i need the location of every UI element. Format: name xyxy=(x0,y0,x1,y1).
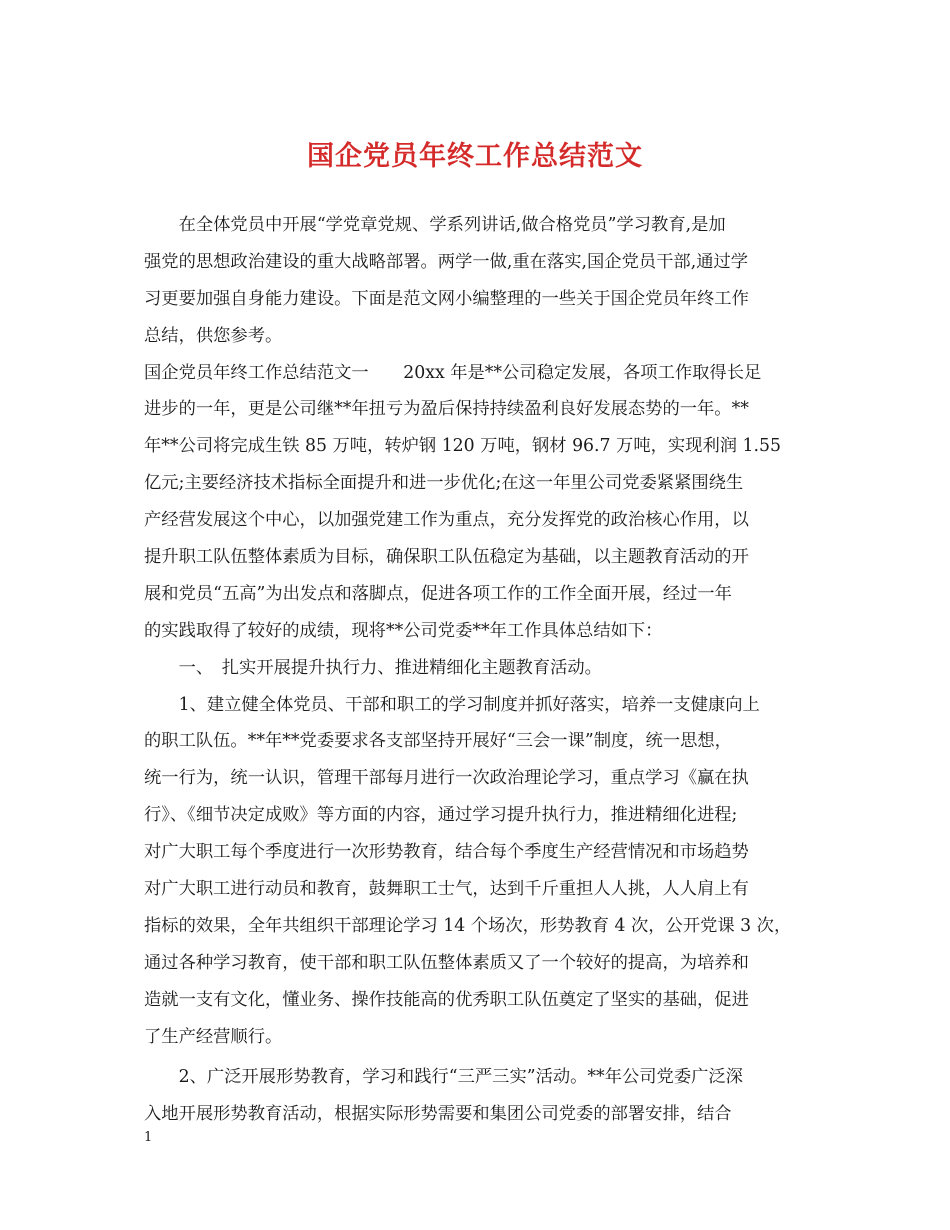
body-line: 造就一支有文化，懂业务、操作技能高的优秀职工队伍奠定了坚实的基础，促进 xyxy=(144,989,749,1010)
document-title: 国企党员年终工作总结范文 xyxy=(307,141,643,172)
body-line: 了生产经营顺行。 xyxy=(144,1026,283,1047)
body-line: 指标的效果，全年共组织干部理论学习 14 个场次，形势教育 4 次，公开党课 3 次， xyxy=(144,915,792,936)
document-body xyxy=(144,207,806,1133)
page-number: 1 xyxy=(144,1130,153,1145)
body-line: 在全体党员中开展“学党章党规、学系列讲话,做合格党员”学习教育,是加 xyxy=(144,215,726,235)
body-line: 入地开展形势教育活动，根据实际形势需要和集团公司党委的部署安排，结合 xyxy=(144,1104,732,1125)
body-line: 展和党员“五高”为出发点和落脚点，促进各项工作的工作全面开展，经过一年 xyxy=(144,583,732,604)
body-line: 产经营发展这个中心，以加强党建工作为重点，充分发挥党的政治核心作用，以 xyxy=(144,510,749,531)
body-line: 对广大职工进行动员和教育，鼓舞职工士气，达到千斤重担人人挑，人人肩上有 xyxy=(144,879,749,900)
body-line: 提升职工队伍整体素质为目标，确保职工队伍稳定为基础，以主题教育活动的开 xyxy=(144,547,749,568)
body-line: 年**公司将完成生铁 85 万吨，转炉钢 120 万吨，钢材 96.7 万吨，实现利润 1.55 xyxy=(144,436,781,457)
body-line: 的职工队伍。**年**党委要求各支部坚持开展好“三会一课”制度，统一思想， xyxy=(144,731,732,752)
body-line: 的实践取得了较好的成绩，现将**公司党委**年工作具体总结如下： xyxy=(144,620,663,641)
body-line: 统一行为，统一认识，管理干部每月进行一次政治理论学习，重点学习《赢在执 xyxy=(144,768,749,789)
body-line: 进步的一年，更是公司继**年扭亏为盈后保持持续盈利良好发展态势的一年。** xyxy=(144,399,749,420)
body-line: 总结，供您参考。 xyxy=(144,325,283,346)
body-line: 习更要加强自身能力建设。下面是范文网小编整理的一些关于国企党员年终工作 xyxy=(144,288,749,309)
section-heading: 一、 扎实开展提升执行力、推进精细化主题教育活动。 xyxy=(144,657,602,678)
body-line: 1、建立健全体党员、干部和职工的学习制度并抓好落实，培养一支健康向上 xyxy=(144,694,760,715)
body-line: 国企党员年终工作总结范文一 20xx 年是**公司稳定发展，各项工作取得长足 xyxy=(144,362,762,383)
body-line: 2、广泛开展形势教育，学习和践行“三严三实”活动。**年公司党委广泛深 xyxy=(144,1067,743,1088)
body-line: 亿元;主要经济技术指标全面提升和进一步优化;在这一年里公司党委紧紧围绕生 xyxy=(144,473,744,494)
body-line: 行》、《细节决定成败》等方面的内容，通过学习提升执行力，推进精细化进程; xyxy=(144,805,738,826)
body-line: 通过各种学习教育，使干部和职工队伍整体素质又了一个较好的提高，为培养和 xyxy=(144,952,749,973)
body-line: 强党的思想政治建设的重大战略部署。两学一做,重在落实,国企党员干部,通过学 xyxy=(144,251,749,272)
body-line: 对广大职工每个季度进行一次形势教育，结合每个季度生产经营情况和市场趋势 xyxy=(144,842,749,863)
